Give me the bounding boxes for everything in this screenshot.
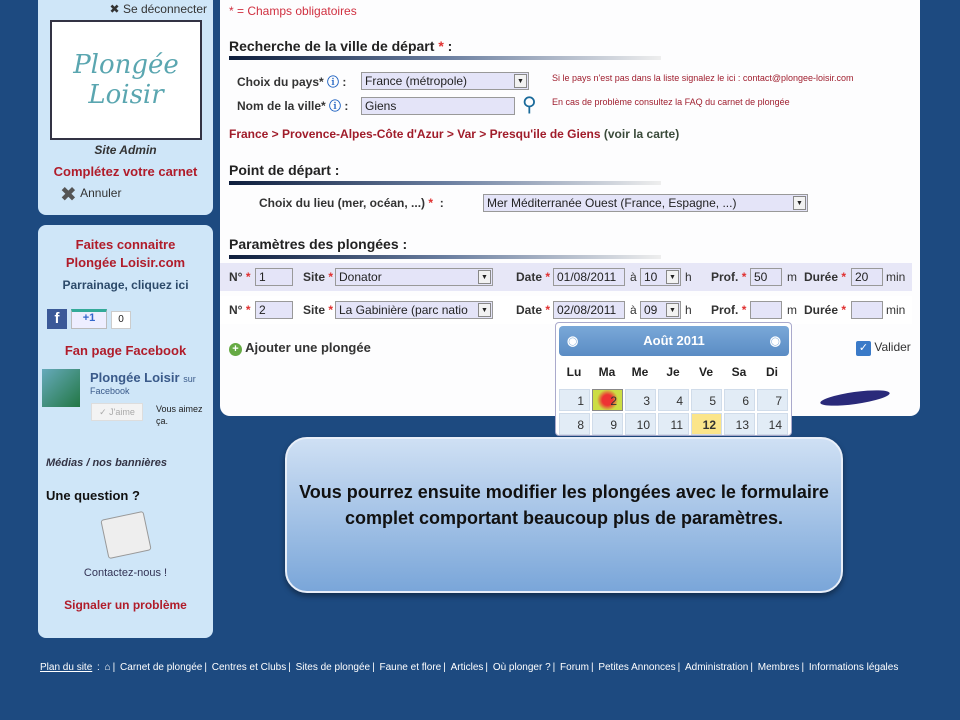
map-link[interactable]: (voir la carte) bbox=[603, 127, 680, 141]
dive-number-label: N° * bbox=[229, 270, 251, 284]
footer-link[interactable]: Petites Annonces bbox=[598, 662, 676, 673]
duration-input[interactable]: 20 bbox=[851, 268, 883, 286]
referral-link[interactable]: Parrainage, cliquez ici bbox=[62, 278, 189, 292]
footer-link[interactable]: Où plonger ? bbox=[492, 662, 551, 673]
section-dive-params: Paramètres des plongées : bbox=[229, 236, 408, 252]
calendar-day[interactable]: 12 bbox=[691, 413, 722, 435]
depth-label: Prof. * bbox=[711, 303, 747, 317]
media-link[interactable]: Médias / nos bannières bbox=[46, 457, 168, 469]
site-label: Site * bbox=[303, 303, 334, 317]
country-label: Choix du pays* ⓘ : bbox=[237, 75, 347, 89]
weekday-label: Sa bbox=[731, 365, 747, 379]
add-dive-button[interactable]: + Ajouter une plongée bbox=[229, 340, 371, 356]
footer-link[interactable]: Articles bbox=[450, 662, 484, 673]
calendar-day[interactable]: 10 bbox=[625, 413, 656, 435]
user-panel bbox=[38, 0, 213, 215]
fb-page-name: Plongée Loisir sur bbox=[90, 370, 196, 385]
you-like-text: Vous aimez ça. bbox=[156, 404, 203, 426]
info-icon[interactable]: ⓘ bbox=[327, 75, 340, 89]
search-icon[interactable]: ⚲ bbox=[522, 94, 537, 116]
submit-button[interactable]: ✓ Valider bbox=[856, 340, 911, 356]
calendar-day[interactable]: 3 bbox=[625, 389, 656, 411]
dive-row bbox=[220, 296, 912, 324]
dive-row bbox=[220, 263, 912, 291]
contact-link[interactable]: Contactez-nous ! bbox=[83, 567, 168, 579]
city-input[interactable]: Giens bbox=[361, 97, 515, 115]
faq-hint: En cas de problème consultez la FAQ du carnet de plongée bbox=[552, 97, 790, 107]
next-month-icon[interactable]: ◉ bbox=[769, 333, 781, 348]
site-logo[interactable]: Plongée Loisir bbox=[50, 20, 202, 140]
cancel-link[interactable]: ✖ Annuler bbox=[60, 184, 122, 206]
chevron-down-icon: ▼ bbox=[666, 270, 679, 284]
country-select[interactable]: France (métropole) ▼ bbox=[361, 72, 529, 90]
question-title: Une question ? bbox=[46, 488, 140, 503]
chevron-down-icon: ▼ bbox=[666, 303, 679, 317]
promo-panel bbox=[38, 225, 213, 638]
site-select[interactable]: Donator ▼ bbox=[335, 268, 493, 286]
close-icon: ✖ bbox=[109, 2, 123, 16]
chevron-down-icon: ▼ bbox=[793, 196, 806, 210]
user-role: Site Admin bbox=[94, 143, 157, 157]
duration-unit: min bbox=[886, 303, 906, 317]
hour-select[interactable]: 09 ▼ bbox=[640, 301, 681, 319]
footer-link[interactable]: Centres et Clubs bbox=[211, 662, 287, 673]
hour-unit: h bbox=[685, 270, 692, 284]
check-icon: ✓ bbox=[856, 341, 871, 356]
chevron-down-icon: ▼ bbox=[514, 74, 527, 88]
calendar-day[interactable]: 8 bbox=[559, 413, 590, 435]
section-divider bbox=[229, 255, 661, 259]
duration-input[interactable] bbox=[851, 301, 883, 319]
section-divider bbox=[229, 181, 661, 185]
footer-link[interactable]: Administration bbox=[685, 662, 749, 673]
calendar-day[interactable]: 6 bbox=[724, 389, 755, 411]
city-label: Nom de la ville* ⓘ : bbox=[237, 99, 349, 113]
calendar-day[interactable]: 13 bbox=[724, 413, 755, 435]
site-select[interactable]: La Gabinière (parc natio ▼ bbox=[335, 301, 493, 319]
depth-unit: m bbox=[787, 303, 797, 317]
date-input[interactable]: 01/08/2011 bbox=[553, 268, 625, 286]
place-label: Choix du lieu (mer, océan, ...) * : bbox=[259, 196, 444, 210]
dive-number-input[interactable]: 1 bbox=[255, 268, 293, 286]
promo-title: Faites connaitre Plongée Loisir.com bbox=[65, 237, 186, 270]
chevron-down-icon: ▼ bbox=[478, 270, 491, 284]
fan-page-link[interactable]: Fan page Facebook bbox=[64, 343, 187, 358]
weekday-label: Di bbox=[766, 365, 778, 379]
footer-link[interactable]: Forum bbox=[560, 662, 589, 673]
hour-unit: h bbox=[685, 303, 692, 317]
calendar-day[interactable]: 9 bbox=[592, 413, 623, 435]
envelope-icon[interactable] bbox=[100, 511, 151, 559]
depth-input[interactable] bbox=[750, 301, 782, 319]
chevron-down-icon: ▼ bbox=[478, 303, 491, 317]
at-label: à bbox=[630, 270, 637, 284]
like-button[interactable]: ✓ J'aime bbox=[91, 403, 143, 421]
location-breadcrumb: France > Provence-Alpes-Côte d'Azur > Var > Presqu'ile de Giens (voir la carte) bbox=[229, 127, 680, 141]
weekday-label: Ve bbox=[698, 365, 713, 379]
footer-nav: Plan du site : ⌂ | Carnet de plongée | Centres et Clubs | Sites de plongée | Faune et flore | Articles | Où plonger ? | Forum | Petites Annonces | Administration | Membres | Informations légales bbox=[40, 662, 899, 673]
duration-label: Durée * bbox=[804, 303, 847, 317]
home-icon[interactable]: ⌂ bbox=[104, 662, 111, 673]
weekday-label: Je bbox=[666, 365, 680, 379]
date-input[interactable]: 02/08/2011 bbox=[553, 301, 625, 319]
dive-number-label: N° * bbox=[229, 303, 251, 317]
required-note: * = Champs obligatoires bbox=[229, 4, 357, 18]
footer-link[interactable]: Faune et flore bbox=[379, 662, 442, 673]
weekday-label: Ma bbox=[598, 365, 616, 379]
prev-month-icon[interactable]: ◉ bbox=[567, 333, 579, 348]
calendar-day[interactable]: 2 bbox=[592, 389, 623, 411]
x-icon: ✖ bbox=[60, 184, 77, 206]
date-label: Date * bbox=[516, 303, 551, 317]
calendar-day[interactable]: 5 bbox=[691, 389, 722, 411]
calendar-day[interactable]: 14 bbox=[757, 413, 788, 435]
date-label: Date * bbox=[516, 270, 551, 284]
weekday-label: Lu bbox=[566, 365, 582, 379]
tutorial-callout: Vous pourrez ensuite modifier les plongées avec le formulaire complet comportant beaucoup plus de paramètres. bbox=[285, 437, 843, 593]
depth-unit: m bbox=[787, 270, 797, 284]
complete-logbook: Complétez votre carnet bbox=[53, 164, 198, 179]
footer-link[interactable]: Carnet de plongée bbox=[120, 662, 203, 673]
plus-icon: + bbox=[229, 343, 242, 356]
depth-input[interactable]: 50 bbox=[750, 268, 782, 286]
facebook-icon[interactable]: f bbox=[47, 309, 67, 329]
info-icon[interactable]: ⓘ bbox=[329, 99, 342, 113]
footer-link[interactable]: Informations légales bbox=[808, 662, 899, 673]
fb-label: Facebook bbox=[90, 386, 130, 396]
hour-select[interactable]: 10 ▼ bbox=[640, 268, 681, 286]
depth-label: Prof. * bbox=[711, 270, 747, 284]
weekday-label: Me bbox=[631, 365, 649, 379]
logout-link[interactable]: ✖ Se déconnecter bbox=[109, 2, 207, 16]
country-hint: Si le pays n'est pas dans la liste signalez le ici : contact@plongee-loisir.com bbox=[552, 73, 854, 83]
calendar-day[interactable]: 7 bbox=[757, 389, 788, 411]
footer-link[interactable]: Sites de plongée bbox=[295, 662, 371, 673]
duration-unit: min bbox=[886, 270, 906, 284]
dolphin-logo-icon bbox=[820, 387, 891, 409]
sitemap-link[interactable]: Plan du site bbox=[40, 662, 93, 673]
dive-number-input[interactable]: 2 bbox=[255, 301, 293, 319]
calendar-header: ◉ Août 2011 ◉ bbox=[559, 326, 789, 356]
footer-link[interactable]: Membres bbox=[757, 662, 800, 673]
gplus-count: 0 bbox=[111, 311, 131, 329]
at-label: à bbox=[630, 303, 637, 317]
gplus-button[interactable]: +1 bbox=[71, 309, 107, 329]
calendar-day[interactable]: 1 bbox=[559, 389, 590, 411]
calendar-day[interactable]: 11 bbox=[658, 413, 689, 435]
place-select[interactable]: Mer Méditerranée Ouest (France, Espagne, ...) ▼ bbox=[483, 194, 808, 212]
section-departure-city: Recherche de la ville de départ * : bbox=[229, 38, 453, 54]
fb-avatar bbox=[42, 369, 80, 407]
section-divider bbox=[229, 56, 661, 60]
site-label: Site * bbox=[303, 270, 334, 284]
section-start-point: Point de départ : bbox=[229, 162, 340, 178]
duration-label: Durée * bbox=[804, 270, 847, 284]
date-picker bbox=[555, 322, 792, 436]
calendar-day[interactable]: 4 bbox=[658, 389, 689, 411]
report-problem-link[interactable]: Signaler un problème bbox=[64, 598, 187, 612]
